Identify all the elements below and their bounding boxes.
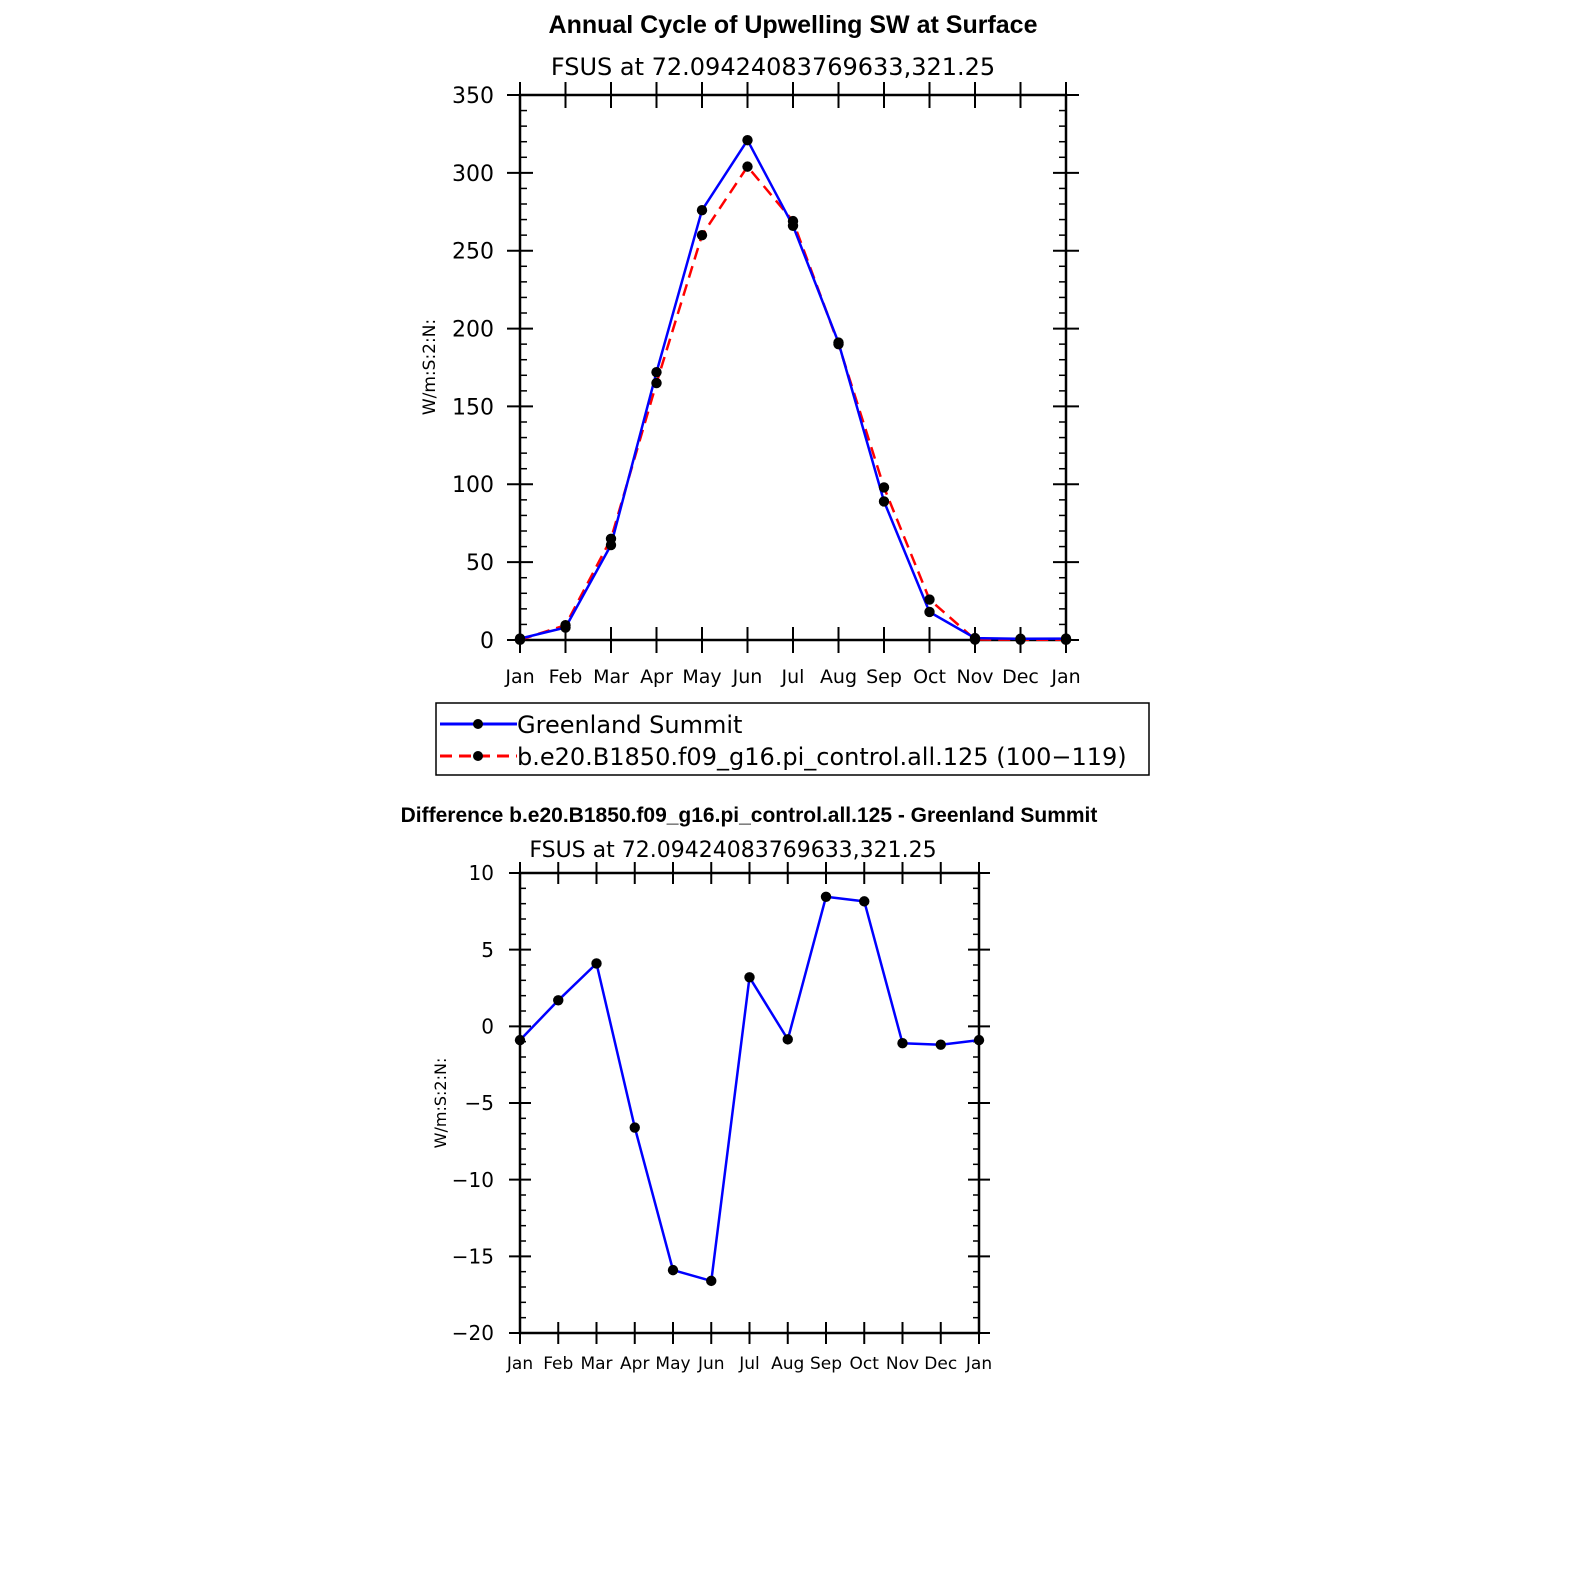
chart1-xtick-label: Apr bbox=[640, 666, 673, 688]
chart1-xtick-label: Nov bbox=[956, 666, 994, 688]
chart1-point-s1-9 bbox=[924, 594, 934, 604]
chart1-point-s1-7 bbox=[833, 339, 843, 349]
chart2-xtick-label: Sep bbox=[809, 1354, 843, 1374]
chart2-ylabel: W/m:S:2:N: bbox=[431, 1057, 450, 1149]
chart1-point-s1-11 bbox=[1015, 634, 1025, 644]
legend-marker-model bbox=[473, 751, 483, 761]
chart1-point-s1-10 bbox=[970, 634, 980, 644]
chart1-point-s1-4 bbox=[697, 230, 707, 240]
chart1-series-line-1 bbox=[520, 167, 1066, 640]
chart1-point-s0-9 bbox=[924, 607, 934, 617]
chart1-point-s1-1 bbox=[560, 620, 570, 630]
chart2-point-s0-10 bbox=[897, 1038, 907, 1048]
chart2-point-s0-12 bbox=[974, 1035, 984, 1045]
chart1-point-s0-3 bbox=[651, 367, 661, 377]
chart1-point-s1-2 bbox=[606, 534, 616, 544]
chart2-xtick-label: Jan bbox=[965, 1354, 993, 1374]
chart1-xtick-label: Oct bbox=[913, 666, 946, 688]
chart1-ytick-label: 350 bbox=[452, 83, 494, 109]
chart1-xtick-label: Mar bbox=[593, 666, 629, 688]
chart1-point-s0-4 bbox=[697, 205, 707, 215]
chart1-ytick-label: 200 bbox=[452, 317, 494, 343]
chart1-point-s0-5 bbox=[742, 135, 752, 145]
chart2-series-line-0 bbox=[520, 897, 979, 1281]
chart1-point-s1-0 bbox=[515, 635, 525, 645]
chart2-ytick-label: 5 bbox=[481, 937, 494, 962]
chart2-xtick-label: Jul bbox=[739, 1354, 760, 1374]
chart2-xtick-label: Jan bbox=[506, 1354, 534, 1374]
chart2-point-s0-9 bbox=[859, 896, 869, 906]
chart1-ytick-label: 50 bbox=[466, 551, 494, 577]
chart1-axes bbox=[452, 82, 1081, 688]
annual-cycle-chart bbox=[420, 11, 1081, 688]
chart2-subtitle: FSUS at 72.09424083769633,321.25 bbox=[529, 838, 937, 863]
chart1-ytick-label: 0 bbox=[480, 628, 494, 654]
chart1-ylabel: W/m:S:2:N: bbox=[420, 318, 440, 416]
chart1-xtick-label: Jun bbox=[732, 666, 763, 688]
chart2-point-s0-2 bbox=[591, 958, 601, 968]
chart2-point-s0-7 bbox=[783, 1034, 793, 1044]
chart1-point-s1-5 bbox=[742, 161, 752, 171]
chart2-xtick-label: Aug bbox=[771, 1354, 805, 1374]
chart1-ytick-label: 150 bbox=[452, 395, 494, 421]
legend-marker-greenland bbox=[473, 719, 483, 729]
chart2-xtick-label: Dec bbox=[924, 1354, 958, 1374]
legend-label-model: b.e20.B1850.f09_g16.pi_control.all.125 (100−119) bbox=[517, 743, 1127, 771]
chart1-subtitle: FSUS at 72.09424083769633,321.25 bbox=[550, 53, 996, 81]
chart1-xtick-label: Jan bbox=[1051, 666, 1081, 688]
chart1-point-s1-6 bbox=[788, 216, 798, 226]
chart1-ytick-label: 300 bbox=[452, 161, 494, 187]
chart2-xtick-label: Mar bbox=[580, 1354, 613, 1374]
legend bbox=[436, 703, 1149, 775]
chart1-xtick-label: Aug bbox=[819, 666, 858, 688]
chart1-point-s1-8 bbox=[879, 482, 889, 492]
chart1-xtick-label: May bbox=[682, 666, 722, 688]
chart2-xtick-label: May bbox=[655, 1354, 691, 1374]
chart2-point-s0-1 bbox=[553, 995, 563, 1005]
chart1-series-line-0 bbox=[520, 140, 1066, 639]
chart2-ytick-label: −10 bbox=[451, 1167, 494, 1192]
chart1-series bbox=[515, 135, 1071, 645]
chart2-series bbox=[515, 892, 984, 1287]
chart1-ytick-label: 100 bbox=[452, 473, 494, 499]
chart1-xtick-label: Dec bbox=[1002, 666, 1039, 688]
chart2-xtick-label: Apr bbox=[620, 1354, 650, 1374]
chart2-point-s0-8 bbox=[821, 892, 831, 902]
chart1-xtick-label: Sep bbox=[866, 666, 902, 688]
chart1-xtick-label: Jul bbox=[781, 666, 805, 688]
chart1-xtick-label: Jan bbox=[505, 666, 535, 688]
chart2-ytick-label: −15 bbox=[451, 1244, 494, 1269]
chart1-xtick-label: Feb bbox=[548, 666, 583, 688]
chart1-point-s0-8 bbox=[879, 496, 889, 506]
chart2-ytick-label: −5 bbox=[464, 1091, 494, 1116]
chart2-point-s0-5 bbox=[706, 1276, 716, 1286]
chart1-ytick-label: 250 bbox=[452, 239, 494, 265]
chart1-point-s1-12 bbox=[1061, 635, 1071, 645]
chart2-ytick-label: 10 bbox=[468, 861, 494, 886]
chart2-point-s0-0 bbox=[515, 1035, 525, 1045]
chart2-xtick-label: Feb bbox=[543, 1354, 574, 1374]
chart2-point-s0-3 bbox=[630, 1122, 640, 1132]
chart2-ytick-label: 0 bbox=[481, 1014, 494, 1039]
chart2-point-s0-6 bbox=[744, 972, 754, 982]
chart2-axes bbox=[452, 861, 992, 1374]
legend-label-greenland: Greenland Summit bbox=[517, 711, 743, 739]
chart2-ytick-label: −20 bbox=[451, 1321, 494, 1346]
chart2-xtick-label: Nov bbox=[885, 1354, 920, 1374]
chart2-frame bbox=[520, 873, 979, 1333]
chart2-xtick-label: Oct bbox=[849, 1354, 879, 1374]
chart1-title: Annual Cycle of Upwelling SW at Surface bbox=[548, 11, 1038, 39]
chart1-point-s1-3 bbox=[651, 378, 661, 388]
chart2-title: Difference b.e20.B1850.f09_g16.pi_control.all.125 - Greenland Summit bbox=[400, 804, 1098, 827]
chart2-point-s0-4 bbox=[668, 1265, 678, 1275]
chart2-xtick-label: Jun bbox=[697, 1354, 725, 1374]
difference-chart bbox=[401, 804, 1098, 1374]
chart2-point-s0-11 bbox=[936, 1040, 946, 1050]
